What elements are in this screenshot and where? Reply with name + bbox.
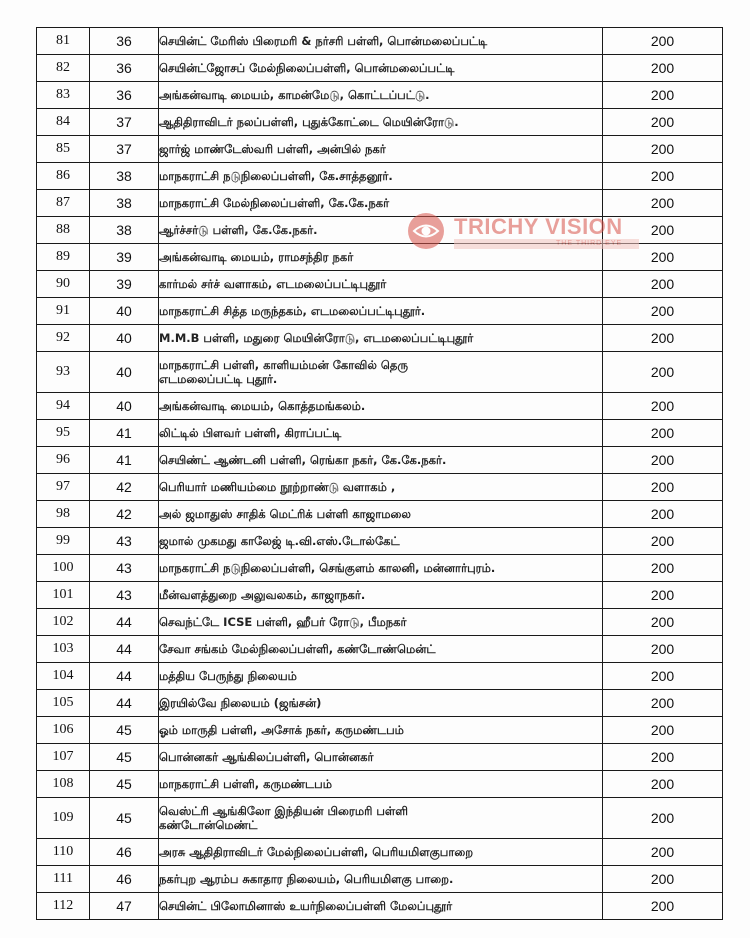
serial-number-cell: 81 <box>37 28 90 55</box>
ward-number-cell: 42 <box>90 501 159 528</box>
place-cell <box>159 528 603 555</box>
count-cell: 200 <box>603 28 723 55</box>
count-cell: 200 <box>603 690 723 717</box>
place-cell <box>159 325 603 352</box>
count-cell: 200 <box>603 798 723 839</box>
place-cell <box>159 609 603 636</box>
place-cell <box>159 271 603 298</box>
table-row <box>37 420 723 447</box>
table-row <box>37 501 723 528</box>
place-text: அரசு ஆதிதிராவிடர் மேல்நிலைப்பள்ளி, பெரியமிளகுபாறை <box>159 845 474 859</box>
place-text: மாநகராட்சி பள்ளி, கருமண்டபம் <box>159 777 332 791</box>
serial-number-cell: 85 <box>37 136 90 163</box>
place-cell <box>159 82 603 109</box>
place-cell <box>159 893 603 920</box>
table-row <box>37 28 723 55</box>
distribution-table <box>36 27 723 920</box>
count-cell: 200 <box>603 82 723 109</box>
count-cell: 200 <box>603 744 723 771</box>
count-cell: 200 <box>603 163 723 190</box>
table-row <box>37 55 723 82</box>
table-row <box>37 447 723 474</box>
table-row <box>37 109 723 136</box>
serial-number-cell: 91 <box>37 298 90 325</box>
watermark <box>406 212 638 252</box>
place-cell <box>159 582 603 609</box>
place-text: மாநகராட்சி நடுநிலைப்பள்ளி, செங்குளம் காலனி, மன்னார்புரம். <box>159 561 496 575</box>
ward-number-cell: 38 <box>90 217 159 244</box>
count-cell: 200 <box>603 893 723 920</box>
table-row <box>37 163 723 190</box>
place-text: மாநகராட்சி சித்த மருந்தகம், எடமலைப்பட்டிபுதூர். <box>159 304 426 318</box>
place-cell <box>159 298 603 325</box>
serial-number-cell: 96 <box>37 447 90 474</box>
place-text: வெஸ்ட்ரி ஆங்கிலோ இந்தியன் பிரைமரி பள்ளி <box>159 804 409 818</box>
place-text: இரயில்வே நிலையம் (ஜங்சன்) <box>159 696 322 710</box>
place-text: மீன்வளத்துறை அலுவலகம், காஜாநகர். <box>159 588 366 602</box>
serial-number-cell: 99 <box>37 528 90 555</box>
table-row <box>37 298 723 325</box>
place-text: மாநகராட்சி பள்ளி, காளியம்மன் கோவில் தெரு <box>159 358 408 372</box>
count-cell: 200 <box>603 352 723 393</box>
place-cell <box>159 55 603 82</box>
serial-number-cell: 100 <box>37 555 90 582</box>
place-cell <box>159 393 603 420</box>
ward-number-cell: 45 <box>90 744 159 771</box>
place-text: அங்கன்வாடி மையம், ராமசந்திர நகர் <box>159 250 354 264</box>
table-body <box>37 28 723 920</box>
place-text-line-2: கண்டோன்மெண்ட் <box>159 818 258 832</box>
place-text: செயின்ட் மேரிஸ் பிரைமரி & நர்சரி பள்ளி, பொன்மலைப்பட்டி <box>159 34 488 48</box>
serial-number-cell: 104 <box>37 663 90 690</box>
watermark-tagline: THE THIRD EYE <box>556 240 623 247</box>
serial-number-cell: 86 <box>37 163 90 190</box>
serial-number-cell: 83 <box>37 82 90 109</box>
count-cell: 200 <box>603 866 723 893</box>
serial-number-cell: 95 <box>37 420 90 447</box>
ward-number-cell: 41 <box>90 420 159 447</box>
ward-number-cell: 40 <box>90 393 159 420</box>
place-text: மாநகராட்சி மேல்நிலைப்பள்ளி, கே.கே.நகர் <box>159 196 390 210</box>
serial-number-cell: 93 <box>37 352 90 393</box>
serial-number-cell: 88 <box>37 217 90 244</box>
table-row <box>37 352 723 393</box>
place-cell <box>159 690 603 717</box>
serial-number-cell: 101 <box>37 582 90 609</box>
count-cell: 200 <box>603 325 723 352</box>
place-text: ஜமால் முகமது காலேஜ் டி.வி.எஸ்.டோல்கேட் <box>159 534 400 548</box>
table-row <box>37 555 723 582</box>
ward-number-cell: 36 <box>90 55 159 82</box>
count-cell: 200 <box>603 136 723 163</box>
count-cell: 200 <box>603 663 723 690</box>
table-row <box>37 582 723 609</box>
place-text: செவந்ட்டே ICSE பள்ளி, ஹீபர் ரோடு, பீமநகர் <box>159 615 407 629</box>
serial-number-cell: 87 <box>37 190 90 217</box>
place-cell <box>159 866 603 893</box>
serial-number-cell: 98 <box>37 501 90 528</box>
place-text: பெரியார் மணியம்மை நூற்றாண்டு வளாகம் , <box>159 480 396 494</box>
place-text: மத்திய பேருந்து நிலையம் <box>159 669 297 683</box>
table-row <box>37 717 723 744</box>
count-cell: 200 <box>603 393 723 420</box>
table-row <box>37 136 723 163</box>
place-cell <box>159 501 603 528</box>
table-row <box>37 893 723 920</box>
count-cell: 200 <box>603 839 723 866</box>
ward-number-cell: 42 <box>90 474 159 501</box>
serial-number-cell: 110 <box>37 839 90 866</box>
ward-number-cell: 41 <box>90 447 159 474</box>
serial-number-cell: 106 <box>37 717 90 744</box>
serial-number-cell: 105 <box>37 690 90 717</box>
place-cell <box>159 717 603 744</box>
serial-number-cell: 109 <box>37 798 90 839</box>
place-cell <box>159 352 603 393</box>
count-cell: 200 <box>603 217 723 244</box>
ward-number-cell: 39 <box>90 244 159 271</box>
ward-number-cell: 45 <box>90 771 159 798</box>
place-cell <box>159 798 603 839</box>
ward-number-cell: 46 <box>90 839 159 866</box>
place-cell <box>159 420 603 447</box>
table-row <box>37 771 723 798</box>
place-text: M.M.B பள்ளி, மதுரை மெயின்ரோடு, எடமலைப்பட்டிபுதூர் <box>159 331 474 345</box>
count-cell: 200 <box>603 555 723 582</box>
place-text: அங்கன்வாடி மையம், காமன்மேடு, கொட்டப்பட்டு. <box>159 88 430 102</box>
table-row <box>37 798 723 839</box>
ward-number-cell: 45 <box>90 717 159 744</box>
place-cell <box>159 771 603 798</box>
table-row <box>37 271 723 298</box>
table-row <box>37 393 723 420</box>
table-row <box>37 744 723 771</box>
place-cell <box>159 163 603 190</box>
count-cell: 200 <box>603 420 723 447</box>
count-cell: 200 <box>603 244 723 271</box>
count-cell: 200 <box>603 582 723 609</box>
count-cell: 200 <box>603 474 723 501</box>
count-cell: 200 <box>603 298 723 325</box>
ward-number-cell: 43 <box>90 528 159 555</box>
place-text: ஆதிதிராவிடர் நலப்பள்ளி, புதுக்கோட்டை மெயின்ரோடு. <box>159 115 459 129</box>
serial-number-cell: 90 <box>37 271 90 298</box>
ward-number-cell: 47 <box>90 893 159 920</box>
place-cell <box>159 109 603 136</box>
ward-number-cell: 43 <box>90 582 159 609</box>
ward-number-cell: 38 <box>90 163 159 190</box>
place-text: அங்கன்வாடி மையம், கொத்தமங்கலம். <box>159 399 366 413</box>
ward-number-cell: 44 <box>90 690 159 717</box>
ward-number-cell: 37 <box>90 136 159 163</box>
eye-logo-icon <box>408 213 444 249</box>
serial-number-cell: 103 <box>37 636 90 663</box>
place-text: சேவா சங்கம் மேல்நிலைப்பள்ளி, கண்டோண்மென்ட் <box>159 642 436 656</box>
serial-number-cell: 89 <box>37 244 90 271</box>
place-text: மாநகராட்சி நடுநிலைப்பள்ளி, கே.சாத்தனூர். <box>159 169 393 183</box>
place-text: ஓம் மாருதி பள்ளி, அசோக் நகர், கருமண்டபம் <box>159 723 404 737</box>
place-text: அல் ஜமாதுஸ் சாதிக் மெட்ரிக் பள்ளி காஜாமலை <box>159 507 411 521</box>
table-row <box>37 609 723 636</box>
place-cell <box>159 447 603 474</box>
serial-number-cell: 108 <box>37 771 90 798</box>
count-cell: 200 <box>603 609 723 636</box>
count-cell: 200 <box>603 447 723 474</box>
ward-number-cell: 40 <box>90 352 159 393</box>
table-row <box>37 839 723 866</box>
ward-number-cell: 44 <box>90 609 159 636</box>
ward-number-cell: 36 <box>90 28 159 55</box>
serial-number-cell: 107 <box>37 744 90 771</box>
place-cell <box>159 744 603 771</box>
place-text-line-2: எடமலைப்பட்டி புதூர். <box>159 372 278 386</box>
place-cell <box>159 136 603 163</box>
ward-number-cell: 38 <box>90 190 159 217</box>
place-cell <box>159 474 603 501</box>
watermark-title: TRICHY VISION <box>454 214 623 239</box>
table-row <box>37 866 723 893</box>
serial-number-cell: 94 <box>37 393 90 420</box>
count-cell: 200 <box>603 771 723 798</box>
serial-number-cell: 92 <box>37 325 90 352</box>
table-row <box>37 663 723 690</box>
ward-number-cell: 36 <box>90 82 159 109</box>
ward-number-cell: 39 <box>90 271 159 298</box>
count-cell: 200 <box>603 636 723 663</box>
ward-number-cell: 45 <box>90 798 159 839</box>
ward-number-cell: 44 <box>90 636 159 663</box>
count-cell: 200 <box>603 190 723 217</box>
place-text: ஆர்ச்சர்டு பள்ளி, கே.கே.நகர். <box>159 223 318 237</box>
serial-number-cell: 102 <box>37 609 90 636</box>
serial-number-cell: 111 <box>37 866 90 893</box>
count-cell: 200 <box>603 528 723 555</box>
serial-number-cell: 112 <box>37 893 90 920</box>
ward-number-cell: 44 <box>90 663 159 690</box>
place-text: பொன்னகர் ஆங்கிலப்பள்ளி, பொன்னகர் <box>159 750 374 764</box>
place-cell <box>159 555 603 582</box>
table-row <box>37 690 723 717</box>
place-cell <box>159 636 603 663</box>
count-cell: 200 <box>603 55 723 82</box>
place-text: ஜார்ஜ் மாண்டேஸ்வரி பள்ளி, அன்பில் நகர் <box>159 142 386 156</box>
count-cell: 200 <box>603 109 723 136</box>
ward-number-cell: 46 <box>90 866 159 893</box>
ward-number-cell: 40 <box>90 298 159 325</box>
table-row <box>37 82 723 109</box>
table-row <box>37 528 723 555</box>
ward-number-cell: 40 <box>90 325 159 352</box>
count-cell: 200 <box>603 271 723 298</box>
place-text: செயின்ட் பிலோமினாஸ் உயர்நிலைப்பள்ளி மேலப்புதூர் <box>159 899 453 913</box>
serial-number-cell: 82 <box>37 55 90 82</box>
ward-number-cell: 43 <box>90 555 159 582</box>
place-text: நகர்புற ஆரம்ப சுகாதார நிலையம், பெரியமிளகு பாறை. <box>159 872 454 886</box>
place-text: செயிண்ட் ஆண்டனி பள்ளி, ரெங்கா நகர், கே.கே.நகர். <box>159 453 447 467</box>
place-cell <box>159 839 603 866</box>
table-row <box>37 325 723 352</box>
count-cell: 200 <box>603 501 723 528</box>
serial-number-cell: 97 <box>37 474 90 501</box>
place-text: லிட்டில் பிளவர் பள்ளி, கிராப்பட்டி <box>159 426 342 440</box>
serial-number-cell: 84 <box>37 109 90 136</box>
place-cell <box>159 28 603 55</box>
place-text: கார்மல் சர்ச் வளாகம், எடமலைப்பட்டிபுதூர் <box>159 277 387 291</box>
place-text: செயின்ட்ஜோசப் மேல்நிலைப்பள்ளி, பொன்மலைப்பட்டி <box>159 61 455 75</box>
table-row <box>37 636 723 663</box>
count-cell: 200 <box>603 717 723 744</box>
place-cell <box>159 663 603 690</box>
table-row <box>37 474 723 501</box>
ward-number-cell: 37 <box>90 109 159 136</box>
